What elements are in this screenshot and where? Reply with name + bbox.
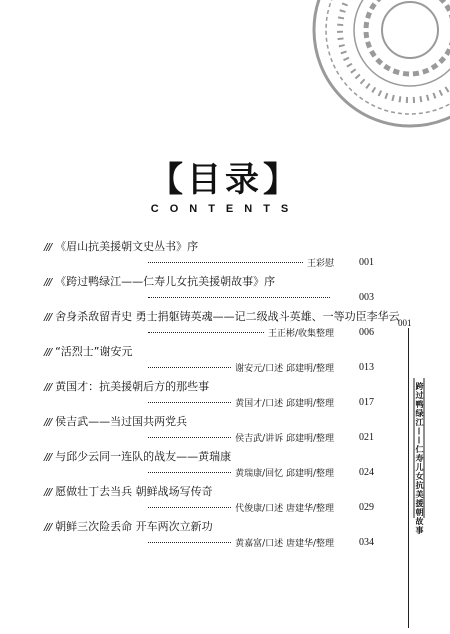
toc-entry-line — [44, 500, 374, 514]
toc-entry-title — [44, 413, 187, 429]
toc-subtitle: CONTENTS — [150, 203, 300, 215]
toc-entry[interactable] — [44, 308, 400, 343]
toc-entry-page: 021 — [359, 431, 374, 443]
entry-marker: /// — [44, 522, 52, 533]
toc-list — [44, 238, 400, 553]
toc-entry-title-text: 《眉山抗美援朝文史丛书》序 — [55, 240, 199, 253]
toc-entry[interactable] — [44, 483, 374, 518]
toc-entry-line — [44, 430, 374, 444]
toc-entry-author: 代俊康/口述 唐建华/整理 — [235, 503, 334, 514]
toc-entry-title — [44, 518, 213, 534]
toc-entry-title-text: 朝鲜三次险丢命 开车两次立新功 — [55, 520, 213, 533]
toc-entry-page: 017 — [359, 396, 374, 408]
toc-entry-author: 侯吉武/讲诉 邱建明/整理 — [235, 433, 334, 444]
toc-title: 【目录】 — [149, 160, 301, 200]
toc-entry[interactable] — [44, 238, 374, 273]
entry-marker: /// — [44, 417, 52, 428]
toc-entry-line — [44, 465, 374, 479]
decorative-medallion-icon — [310, 0, 450, 130]
toc-entry-author: 黄国才/口述 邱建明/整理 — [235, 398, 334, 409]
toc-entry-line — [44, 395, 374, 409]
entry-marker: /// — [44, 452, 52, 463]
entry-marker: /// — [44, 242, 52, 253]
toc-entry-title-text: 舍身杀敌留青史 勇士捐躯铸英魂——记二级战斗英雄、一等功臣李华云 — [55, 310, 400, 323]
toc-entry-line — [44, 535, 374, 549]
entry-marker: /// — [44, 312, 52, 323]
leader-dots — [148, 367, 231, 368]
leader-dots — [148, 437, 231, 438]
toc-entry[interactable] — [44, 448, 374, 483]
toc-entry-page: 024 — [359, 466, 374, 478]
leader-dots — [148, 262, 303, 263]
toc-entry-title-text: 与邱少云同一连队的战友——黄瑞康 — [55, 450, 232, 463]
leader-dots — [148, 542, 231, 543]
toc-entry-line — [44, 325, 374, 339]
toc-entry-line — [44, 255, 374, 269]
leader-dots — [148, 472, 231, 473]
entry-marker: /// — [44, 382, 52, 393]
toc-entry-author: 谢安元/口述 邱建明/整理 — [235, 363, 334, 374]
toc-entry[interactable] — [44, 518, 374, 553]
toc-entry-title-text: “活烈士”谢安元 — [55, 345, 133, 358]
toc-entry-page: 029 — [359, 501, 374, 513]
entry-marker: /// — [44, 487, 52, 498]
leader-dots — [148, 332, 264, 333]
toc-entry-title-text: 侯吉武——当过国共两党兵 — [55, 415, 188, 428]
toc-entry[interactable] — [44, 413, 374, 448]
sidebar-rule — [408, 328, 409, 628]
toc-entry[interactable] — [44, 343, 374, 378]
toc-entry-page: 003 — [359, 291, 374, 303]
toc-entry-author: 黄嘉富/口述 唐建华/整理 — [235, 538, 334, 549]
toc-entry-title — [44, 308, 400, 324]
leader-dots — [148, 402, 231, 403]
toc-heading — [0, 152, 450, 215]
toc-entry-title-text: 愿做壮丁去当兵 朝鲜战场写传奇 — [55, 485, 213, 498]
entry-marker: /// — [44, 277, 52, 288]
toc-entry-title — [44, 448, 231, 464]
leader-dots — [148, 297, 330, 298]
toc-entry-page: 034 — [359, 536, 374, 548]
sidebar-page-number: 001 — [398, 318, 412, 328]
toc-entry-line — [44, 290, 374, 304]
toc-entry-page: 001 — [359, 256, 374, 268]
toc-entry-page: 013 — [359, 361, 374, 373]
sidebar-book-title: 跨过鸭绿江——仁寿儿女抗美援朝故事 — [415, 382, 424, 535]
toc-entry-title — [44, 343, 133, 359]
toc-entry-line — [44, 360, 374, 374]
toc-entry-author: 黄瑞康/回忆 邱建明/整理 — [235, 468, 334, 479]
toc-entry-title — [44, 483, 213, 499]
toc-entry-page: 006 — [359, 326, 374, 338]
toc-entry[interactable] — [44, 273, 374, 308]
toc-entry-title — [44, 273, 275, 289]
entry-marker: /// — [44, 347, 52, 358]
leader-dots — [148, 507, 231, 508]
toc-entry[interactable] — [44, 378, 374, 413]
toc-entry-title — [44, 378, 209, 394]
toc-entry-author: 王正彬/收集整理 — [267, 328, 334, 339]
toc-entry-title-text: 《跨过鸭绿江——仁寿儿女抗美援朝故事》序 — [55, 275, 276, 288]
toc-entry-author: 王彩慰 — [306, 258, 334, 269]
toc-entry-title-text: 黄国才：抗美援朝后方的那些事 — [55, 380, 210, 393]
toc-entry-title — [44, 238, 198, 254]
